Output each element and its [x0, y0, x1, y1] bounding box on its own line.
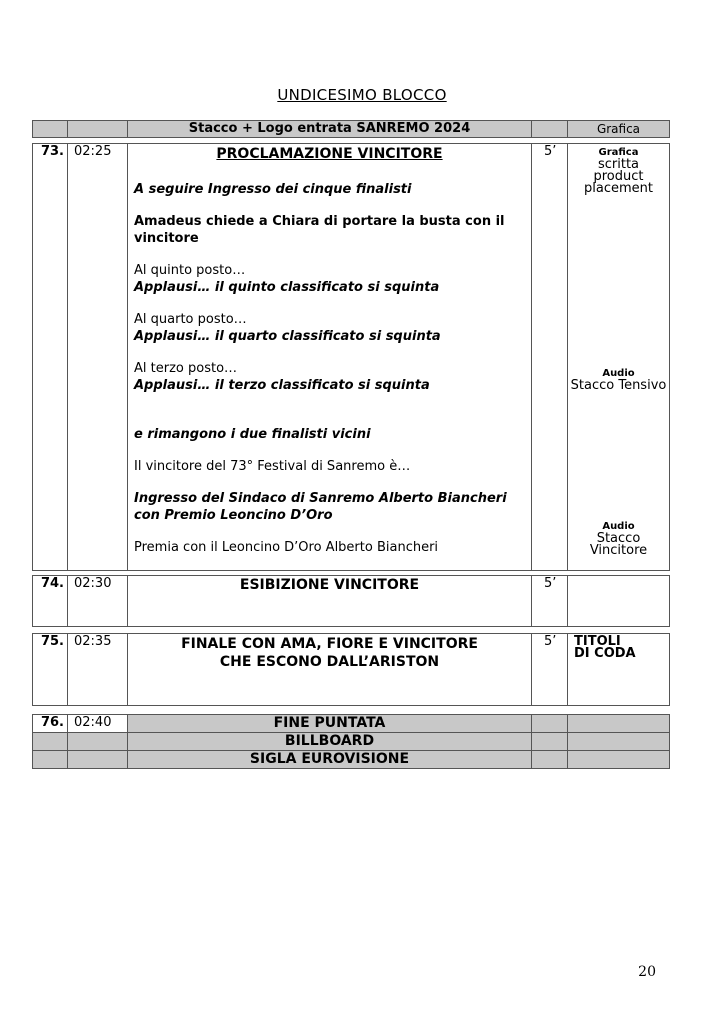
row-73-duration: 5’: [532, 144, 568, 571]
header-dur-cell: [532, 121, 568, 138]
page-number: 20: [638, 964, 656, 980]
header-num-cell: [33, 121, 68, 138]
header-side: Grafica: [568, 121, 670, 138]
line-3: Al quinto posto…: [134, 263, 246, 278]
line-4: Applausi… il quinto classificato si squinta: [134, 280, 440, 295]
row-75-title-line-2: CHE ESCONO DALL’ARISTON: [219, 654, 440, 670]
row-75-num: 75.: [33, 634, 68, 706]
row-74-title: ESIBIZIONE VINCITORE: [128, 576, 532, 627]
row-74-num: 74.: [33, 576, 68, 627]
row-74: [32, 575, 670, 627]
side-grafica-label: Grafica: [598, 147, 639, 158]
row-76-line-3: SIGLA EUROVISIONE: [128, 751, 532, 769]
header-table: [32, 120, 670, 138]
line-11: Ingresso del Sindaco di Sanremo Alberto Biancheri con Premio Leoncino D’Oro: [134, 491, 507, 523]
line-9: e rimangono i due finalisti vicini: [134, 427, 371, 442]
row-75-side: [568, 634, 670, 706]
row-73-time: 02:25: [68, 144, 128, 571]
row-76-dur-cell-1: [532, 715, 568, 733]
row-75: [32, 633, 670, 706]
row-76-side-cell-1: [568, 715, 670, 733]
row-76-dur-cell-3: [532, 751, 568, 769]
page-title: UNDICESIMO BLOCCO: [277, 86, 447, 104]
row-73-side: [568, 144, 670, 571]
side-audio-label-1: Audio: [602, 368, 635, 379]
row-74-time: 02:30: [68, 576, 128, 627]
row-74-side: [568, 576, 670, 627]
row-76-time: 02:40: [68, 715, 128, 733]
row-73: [32, 143, 670, 571]
row-76-num-cell-3: [33, 751, 68, 769]
row-76-num-cell-2: [33, 733, 68, 751]
row-75-time: 02:35: [68, 634, 128, 706]
line-6: Applausi… il quarto classificato si squinta: [134, 329, 441, 344]
row-74-duration: 5’: [532, 576, 568, 627]
row-76-side-cell-2: [568, 733, 670, 751]
row-76-time-cell-2: [68, 733, 128, 751]
row-73-num: 73.: [33, 144, 68, 571]
row-76-time-cell-3: [68, 751, 128, 769]
row-76: [32, 714, 670, 769]
row-76-side-cell-3: [568, 751, 670, 769]
row-75-title: [128, 634, 532, 706]
line-2: Amadeus chiede a Chiara di portare la busta con il vincitore: [134, 214, 505, 246]
row-73-title: PROCLAMAZIONE VINCITORE: [216, 146, 443, 162]
header-time-cell: [68, 121, 128, 138]
line-1: A seguire Ingresso dei cinque finalisti: [134, 182, 412, 197]
row-75-side-text: TITOLI DI CODA: [574, 634, 636, 661]
row-76-line-2: BILLBOARD: [128, 733, 532, 751]
side-audio-label-2: Audio: [602, 521, 635, 532]
line-12: Premia con il Leoncino D’Oro Alberto Biancheri: [134, 540, 439, 555]
row-76-line-1: FINE PUNTATA: [128, 715, 532, 733]
line-5: Al quarto posto…: [134, 312, 247, 327]
side-audio-text-1: Stacco Tensivo: [570, 378, 667, 393]
side-audio-text-2: Stacco Vincitore: [589, 531, 648, 558]
line-8: Applausi… il terzo classificato si squinta: [134, 378, 430, 393]
header-label: Stacco + Logo entrata SANREMO 2024: [128, 121, 532, 138]
line-10: Il vincitore del 73° Festival di Sanremo è…: [134, 459, 411, 474]
row-76-num: 76.: [33, 715, 68, 733]
row-76-dur-cell-2: [532, 733, 568, 751]
row-75-duration: 5’: [532, 634, 568, 706]
row-75-title-line-1: FINALE CON AMA, FIORE E VINCITORE: [181, 636, 478, 652]
side-grafica-text: scritta product placement: [584, 157, 653, 196]
row-73-body: [128, 144, 532, 571]
line-7: Al terzo posto…: [134, 361, 238, 376]
